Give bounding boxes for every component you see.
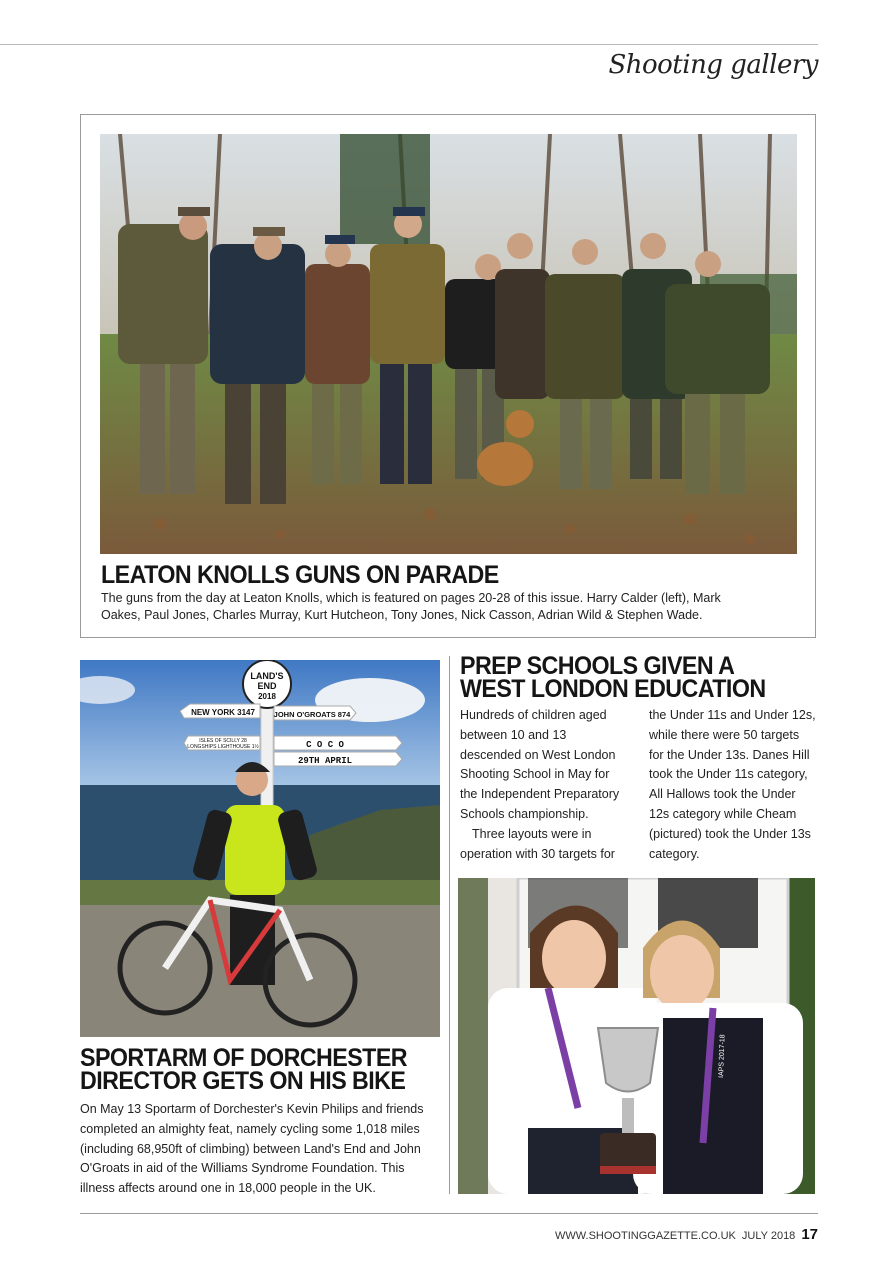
column-divider (449, 656, 450, 1194)
prep-col1-paragraph1: Hundreds of children aged between 10 and 13 descended on West London Shooting School in May for the Independent Preparatory Schools championship. (460, 708, 620, 821)
page-number: 17 (801, 1226, 818, 1243)
sign-right-arm: JOHN O'GROATS 874 (273, 710, 351, 719)
sign-plate-1: C O C O (306, 740, 344, 750)
sign-scilly-line1: ISLES OF SCILLY 28 (199, 738, 247, 744)
top-rule (0, 44, 818, 45)
prep-column-2 (649, 706, 817, 864)
bottom-rule (80, 1213, 818, 1214)
sign-plate-2: 29TH APRIL (297, 756, 353, 766)
page-footer (555, 1226, 818, 1243)
sportarm-headline: SPORTARM OF DORCHESTER DIRECTOR GETS ON HIS BIKE (80, 1044, 408, 1095)
sign-middle-text: END (257, 681, 277, 691)
prep-headline: PREP SCHOOLS GIVEN A WEST LONDON EDUCATION (460, 652, 766, 703)
sign-scilly-line2: LONGSHIPS LIGHTHOUSE 1½ (187, 744, 259, 750)
sign-top-text: LAND'S (250, 671, 284, 681)
sportarm-body: On May 13 Sportarm of Dorchester's Kevin Philips and friends completed an almighty feat, namely cycling some 1,018 miles (including 68,950ft of climbing) between Land's End and John O'Groats in aid of the Williams Syndrome Foundation. This illness affects around one in 18,000 people in the UK. (80, 1102, 424, 1196)
group-photo (100, 134, 797, 554)
prep-column-1 (460, 706, 628, 864)
footer-website[interactable]: WWW.SHOOTINGGAZETTE.CO.UK (555, 1230, 736, 1242)
lanyard-text: IAPS 2017-18 (718, 1034, 727, 1079)
prep-col2-paragraph1: the Under 11s and Under 12s, while there were 50 targets for the Under 13s. Danes Hill took the Under 11s category, All Hallows took the Under 12s category while Cheam (pictured) took the Under 13s category. (649, 708, 816, 861)
lands-end-photo (80, 660, 440, 1037)
leaton-caption: The guns from the day at Leaton Knolls, which is featured on pages 20-28 of this issue. Harry Calder (left), Mark Oakes, Paul Jones, Charles Murray, Kurt Hutcheon, Tony Jones, Nick Casson, Adrian Wild & Stephen Wade. (101, 591, 721, 622)
sign-year-text: 2018 (258, 692, 276, 701)
prep-col1-paragraph2: Three layouts were in operation with 30 targets for (460, 826, 615, 861)
leaton-headline: LEATON KNOLLS GUNS ON PARADE (101, 561, 499, 589)
section-title: Shooting gallery (608, 50, 818, 80)
sign-left-arm: NEW YORK 3147 (191, 708, 255, 717)
footer-issue: JULY 2018 (741, 1230, 796, 1242)
cheam-trophy-photo (458, 878, 815, 1194)
